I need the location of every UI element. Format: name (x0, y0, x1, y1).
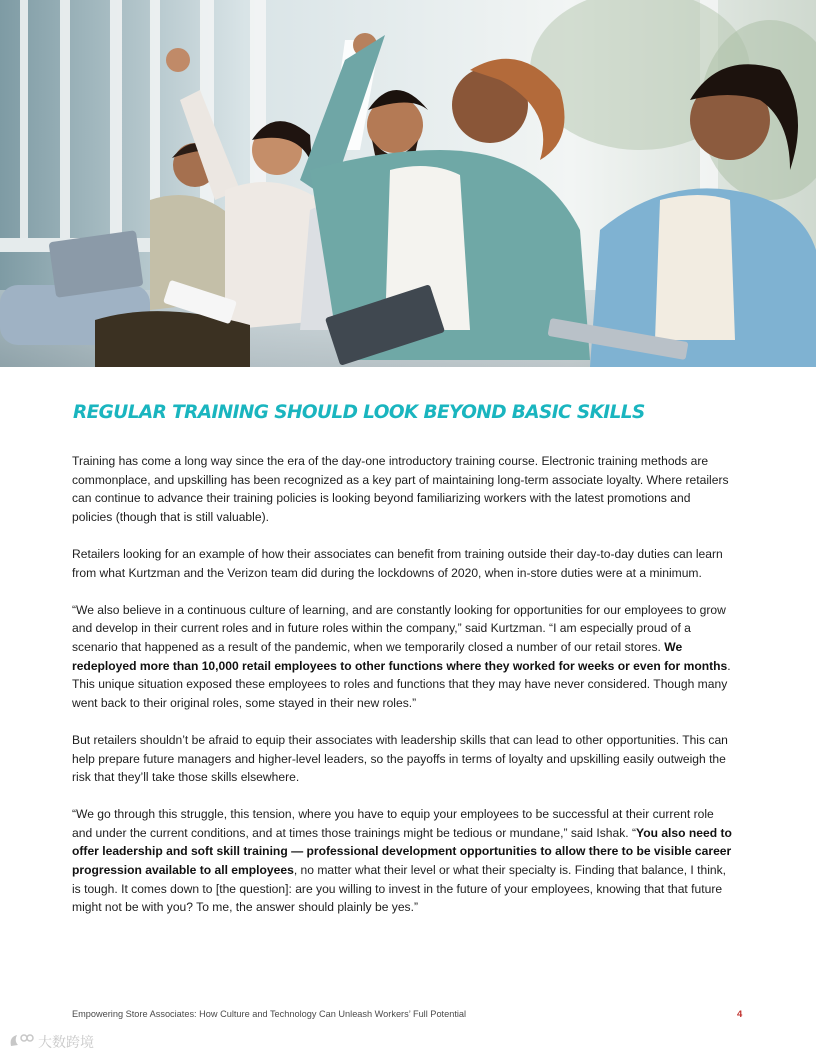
paragraph-2: Retailers looking for an example of how their associates can benefit from training outside their day-to-day duties can learn from what Kurtzman and the Verizon team did during the lockdowns of 2020, when in-store duties were at a minimum. (72, 546, 723, 580)
paragraph-5: “We go through this struggle, this tension, where you have to equip your employees to be successful at their current role and under the current conditions, and at times those trainings might be tedious or mundane,” said Ishak. “You also need to offer leadership and soft skill training — professional development opportunities to allow there to be visible career progression available to all employees, no matter what their level or what their specialty is. Finding that balance, I think, is tough. It comes down to [the question]: are you willing to invest in the future of your employees, knowing that that future might not be with you? To me, the answer should plainly be yes.” (72, 807, 732, 915)
paragraph-4: But retailers shouldn’t be afraid to equip their associates with leadership skills that can lead to other opportunities. This can help prepare future managers and higher-level leaders, so the payoffs in terms of loyalty and upskilling easily outweigh the risk that they’ll take those skills elsewhere. (72, 732, 728, 785)
page-number: 4 (737, 1009, 743, 1020)
paragraph-3-emphasis: We redeployed more than 10,000 retail employees to other functions where they worked for weeks or even for months (72, 639, 728, 673)
paragraph-5-emphasis: You also need to offer leadership and soft skill training — professional development opportunities to allow there to be visible career progression available to all employees (72, 825, 732, 878)
hero-photo (0, 0, 816, 367)
section-heading: REGULAR TRAINING SHOULD LOOK BEYOND BASIC SKILLS (73, 402, 645, 423)
watermark-logo-icon (8, 1032, 34, 1050)
watermark (8, 1030, 108, 1052)
paragraph-1: Training has come a long way since the era of the day-one introductory training course. Electronic training methods are commonplace, and upskilling has been recognized as a key part of maintaining long-term associate loyalty. Where retailers can continue to advance their training policies is looking beyond familiarizing workers with the latest promotions and policies (though that is still valuable). (72, 454, 729, 524)
paragraph-3: “We also believe in a continuous culture of learning, and are constantly looking for opportunities for our employees to grow and develop in their current roles and in future roles within the company,” said Kurtzman. “I am especially proud of a scenario that happened as a result of the pandemic, when we temporarily closed a number of our retail stores. We redeployed more than 10,000 retail employees to other functions where they worked for weeks or even for months. This unique situation exposed these employees to roles and functions that they may have never considered. Though many went back to their original roles, some stayed in their new roles.” (72, 602, 731, 710)
footer-title: Empowering Store Associates: How Culture and Technology Can Unleash Workers’ Full Potential (72, 1009, 467, 1019)
hero-photo-illustration (0, 0, 816, 367)
article-body (72, 452, 732, 935)
watermark-text: 大数跨境 (38, 1035, 94, 1051)
